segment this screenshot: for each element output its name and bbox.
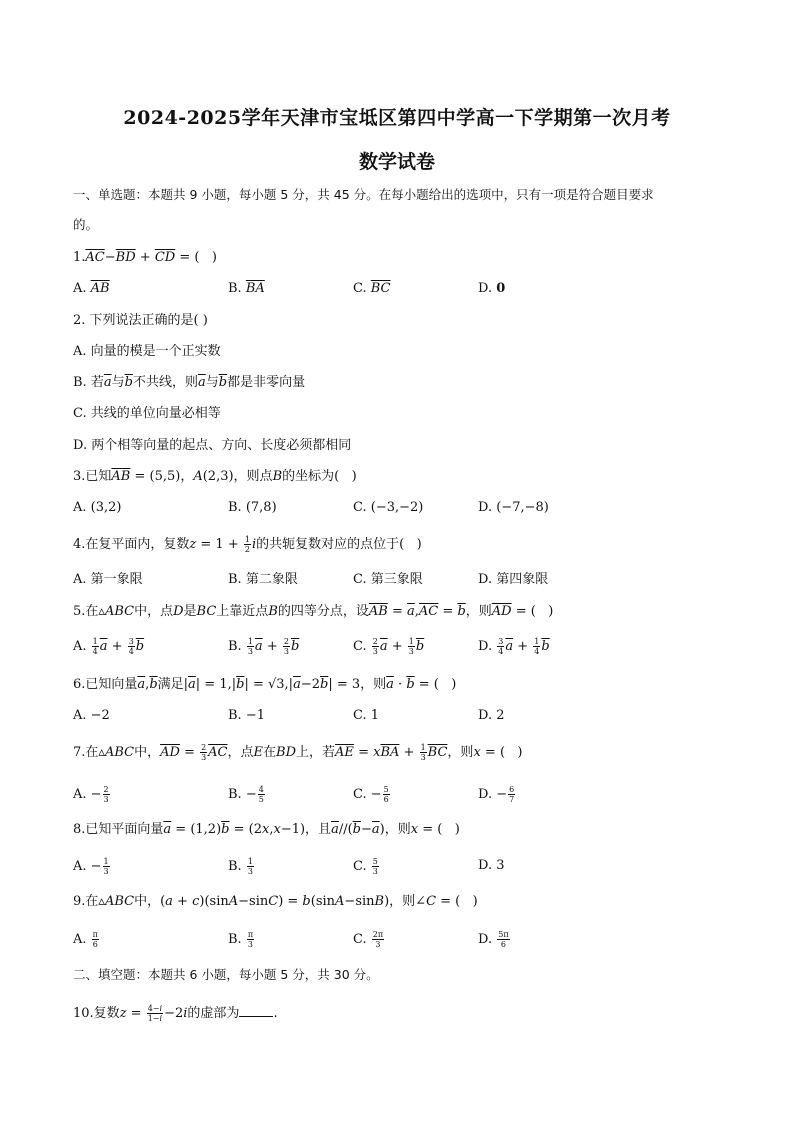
q3-option-d: D. (−7,−8) bbox=[478, 500, 549, 515]
q7-option-b: B. − $\frac{4}{5}$ bbox=[228, 785, 264, 804]
q3-option-c: C. (−3,−2) bbox=[353, 500, 424, 515]
question-1: $1.\overline{AC}-\overline{BD} + \overline{CD}$ = ( ) bbox=[73, 250, 217, 265]
question-4: 4.在复平面内，复数z = 1 + $\frac{1}{2}$ i的共轭复数对应的点位于( ) bbox=[73, 535, 422, 554]
question-3: 3.已知$\overline{AB} = (5,5)$，A(2,3)，则点B的坐标为( ) bbox=[73, 469, 357, 484]
exam-subtitle: 数学试卷 bbox=[358, 151, 435, 173]
q8-option-c: C. $\frac{5}{3}$ bbox=[353, 857, 378, 876]
section-2-heading: 二、填空题：本题共 6 小题，每小题 5 分，共 30 分。 bbox=[73, 967, 379, 982]
q8-option-b: B. $\frac{1}{3}$ bbox=[228, 857, 253, 876]
section-1-heading-cont: 的。 bbox=[73, 217, 99, 232]
exam-title: 2024-2025学年天津市宝坻区第四中学高一下学期第一次月考 bbox=[123, 107, 671, 129]
q5-option-c: C. $\frac{2}{3}$ $\overline{a}$ + $\frac{1}{3}$ $\overline{b}$ bbox=[353, 637, 425, 656]
q6-option-b: B. −1 bbox=[228, 708, 265, 723]
q2-option-a: A. 向量的模是一个正实数 bbox=[73, 344, 221, 359]
q1-option-d: D. 0 bbox=[478, 281, 506, 296]
q2-option-b: B. 若$\overline{a}$与$\overline{b}$不共线，则$\overline{a}$与$\overline{b}$都是非零向量 bbox=[73, 375, 306, 390]
q4-option-d: D. 第四象限 bbox=[478, 572, 549, 587]
q1-option-a: A. $\overline{AB}$ bbox=[73, 281, 110, 296]
question-2: 2. 下列说法正确的是( ) bbox=[73, 313, 208, 328]
q7-option-d: D. − $\frac{6}{7}$ bbox=[478, 785, 515, 804]
q5-option-a: A. $\frac{1}{4}$ $\overline{a}$ + $\frac{3}{4}$ $\overline{b}$ bbox=[73, 637, 145, 656]
q4-option-a: A. 第一象限 bbox=[73, 572, 143, 587]
q9-option-b: B. $\frac{\pi}{3}$ bbox=[228, 930, 254, 949]
question-10: 10.复数z = $\frac{4-i}{1-i}$ −2i的虚部为 . bbox=[73, 1004, 278, 1023]
question-9: 9.在▵ABC中，(a + c)(sinA−sinC) = b(sinA−sinB)，则∠C = ( ) bbox=[73, 894, 478, 909]
q9-option-c: C. $\frac{2\pi}{3}$ bbox=[353, 930, 384, 949]
q2-option-d: D. 两个相等向量的起点、方向、长度必须都相同 bbox=[73, 438, 352, 453]
q1-option-c: C. $\overline{BC}$ bbox=[353, 281, 391, 296]
q3-option-b: B. (7,8) bbox=[228, 500, 277, 515]
q6-option-d: D. 2 bbox=[478, 708, 505, 723]
q5-option-b: B. $\frac{1}{3}$ $\overline{a}$ + $\frac{2}{3}$ $\overline{b}$ bbox=[228, 637, 300, 656]
q4-option-b: B. 第二象限 bbox=[228, 572, 298, 587]
question-7: 7.在▵ABC中，$\overline{AD}$ = $\frac{2}{3}$ $\overline{AC}$，点E在BD上，若$\overline{AE} = x\overline{BA}$ + $\frac{1}{3}$ $\overline{BC}$，则x = ( ) bbox=[73, 743, 523, 762]
q9-option-a: A. $\frac{\pi}{6}$ bbox=[73, 930, 98, 949]
q7-option-c: C. − $\frac{5}{6}$ bbox=[353, 785, 389, 804]
section-1-heading: 一、单选题：本题共 9 小题，每小题 5 分，共 45 分。在每小题给出的选项中，只有一项是符合题目要求 bbox=[73, 187, 654, 202]
question-6: 6.已知向量$\overline{a},\overline{b}$满足$|\overline{a}| = 1,|\overline{b}| = √3,|\overline{a}-2\overline{b}| = 3$，则$\overline{a} \cdot \overline{b}$ = ( ) bbox=[73, 677, 457, 692]
question-8: 8.已知平面向量$\overline{a} = (1,2)\overline{b} = (2x,x-1)$，且$\overline{a}//(\overline{b}-\overline{a})$，则x = ( ) bbox=[73, 822, 460, 837]
q3-option-a: A. (3,2) bbox=[73, 500, 122, 515]
q8-option-d: D. 3 bbox=[478, 858, 505, 873]
q6-option-a: A. −2 bbox=[73, 708, 110, 723]
question-5: 5.在▵ABC中，点D是BC上靠近点B的四等分点，设$\overline{AB} = \overline{a},\overline{AC} = \overline{b}$，则$\overline{AD}$ = ( ) bbox=[73, 604, 554, 619]
q6-option-c: C. 1 bbox=[353, 708, 380, 723]
q2-option-c: C. 共线的单位向量必相等 bbox=[73, 406, 221, 421]
q5-option-d: D. $\frac{3}{4}$ $\overline{a}$ + $\frac{1}{4}$ $\overline{b}$ bbox=[478, 637, 550, 656]
q1-option-b: B. $\overline{BA}$ bbox=[228, 281, 265, 296]
q4-option-c: C. 第三象限 bbox=[353, 572, 423, 587]
q7-option-a: A. − $\frac{2}{3}$ bbox=[73, 785, 109, 804]
q8-option-a: A. − $\frac{1}{3}$ bbox=[73, 857, 109, 876]
q9-option-d: D. $\frac{5\pi}{6}$ bbox=[478, 930, 509, 949]
